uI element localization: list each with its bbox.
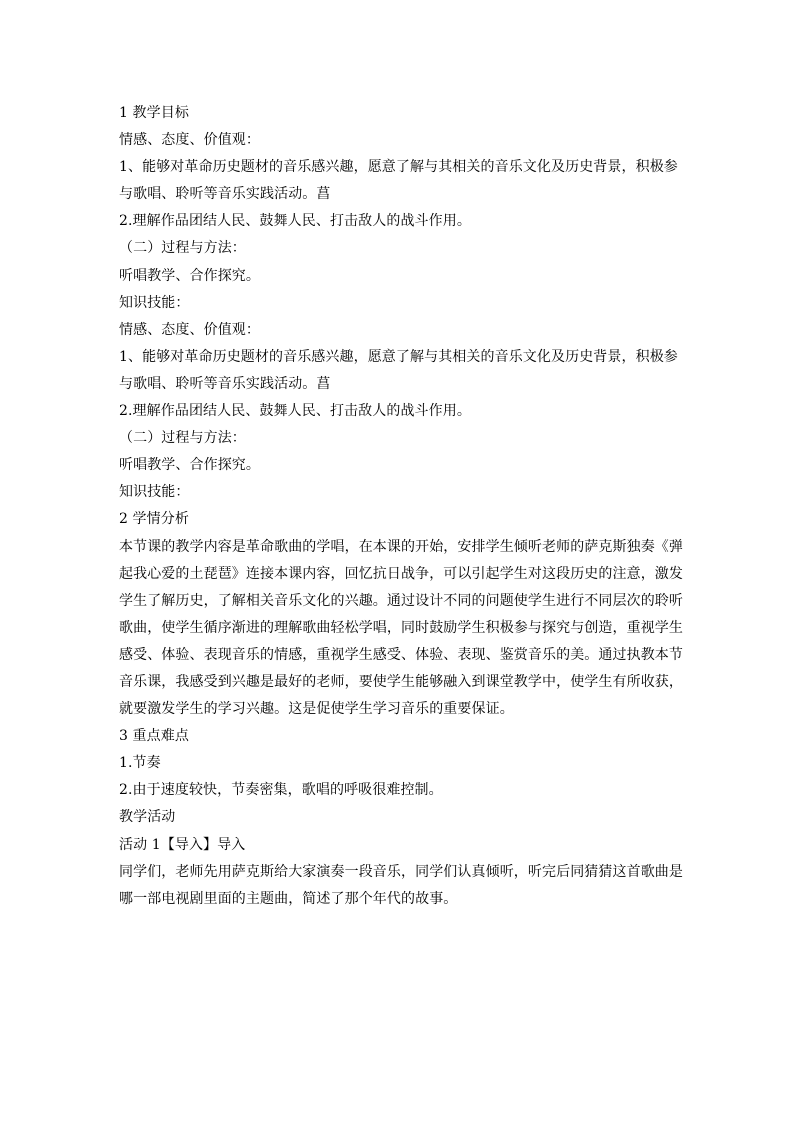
text-line: 歌曲，使学生循序渐进的理解歌曲轻松学唱，同时鼓励学生积极参与探究与创造，重视学生: [119, 619, 683, 636]
text-line: 就要激发学生的学习兴趣。这是促使学生学习音乐的重要保证。: [119, 701, 514, 718]
text-line: 本节课的教学内容是革命歌曲的学唱，在本课的开始，安排学生倾听老师的萨克斯独奏《弹: [119, 538, 683, 555]
text-line: 听唱教学、合作探究。: [119, 457, 260, 474]
text-line: 1、能够对革命历史题材的音乐感兴趣，愿意了解与其相关的音乐文化及历史背景，积极参: [119, 348, 678, 365]
text-line: 知识技能：: [119, 294, 190, 311]
text-line: 2.理解作品团结人民、鼓舞人民、打击敌人的战斗作用。: [119, 403, 471, 420]
text-line: 与歌唱、聆听等音乐实践活动。菖: [119, 186, 331, 203]
text-line: 哪一部电视剧里面的主题曲，简述了那个年代的故事。: [119, 890, 458, 907]
text-line: 起我心爱的土琵琶》连接本课内容，回忆抗日战争，可以引起学生对这段历史的注意，激发: [119, 565, 683, 582]
text-line: 同学们，老师先用萨克斯给大家演奏一段音乐，同学们认真倾听，听完后同猜猜这首歌曲是: [119, 863, 683, 880]
text-line: 1、能够对革命历史题材的音乐感兴趣，愿意了解与其相关的音乐文化及历史背景，积极参: [119, 159, 678, 176]
text-line: 2.由于速度较快，节奏密集，歌唱的呼吸很难控制。: [119, 782, 443, 799]
text-line: （二）过程与方法：: [119, 240, 246, 257]
heading-teaching-activities: 教学活动: [119, 809, 176, 826]
text-line: 1.节奏: [119, 755, 161, 772]
text-line: 学生了解历史，了解相关音乐文化的兴趣。通过设计不同的问题使学生进行不同层次的聆听: [119, 592, 683, 609]
text-line: 情感、态度、价值观：: [119, 132, 260, 149]
heading-key-difficulties: 3 重点难点: [119, 728, 189, 745]
text-line: 情感、态度、价值观：: [119, 321, 260, 338]
heading-teaching-objectives: 1 教学目标: [119, 105, 189, 121]
text-line: 知识技能：: [119, 484, 190, 501]
heading-learner-analysis: 2 学情分析: [119, 511, 189, 528]
text-line: 感受、体验、表现音乐的情感，重视学生感受、体验、表现、鉴赏音乐的美。通过执教本节: [119, 646, 683, 663]
text-line: 2.理解作品团结人民、鼓舞人民、打击敌人的战斗作用。: [119, 213, 471, 230]
text-line: （二）过程与方法：: [119, 430, 246, 447]
text-line: 音乐课，我感受到兴趣是最好的老师，要使学生能够融入到课堂教学中，使学生有所收获，: [119, 673, 683, 690]
heading-activity-1: 活动 1【导入】导入: [119, 836, 246, 853]
text-line: 听唱教学、合作探究。: [119, 267, 260, 284]
text-line: 与歌唱、聆听等音乐实践活动。菖: [119, 375, 331, 392]
document-body: [119, 100, 683, 913]
